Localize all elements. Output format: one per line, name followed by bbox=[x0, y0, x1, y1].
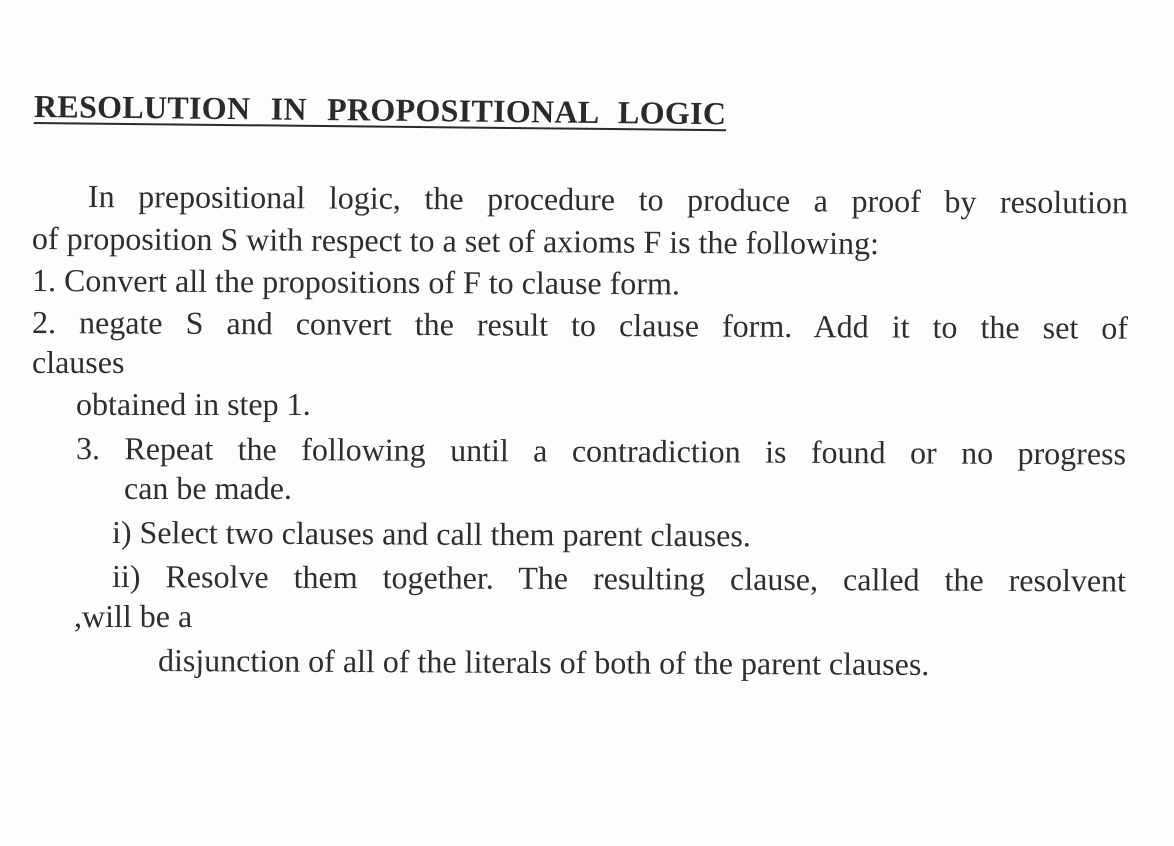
step-3: 3. Repeat the following until a contradiction is found or no progress bbox=[75, 430, 1127, 472]
substep-i: i) Select two clauses and call them parent clauses. bbox=[111, 514, 751, 554]
step-2-continuation: clauses bbox=[32, 344, 125, 380]
substep-ii-continuation-2: disjunction of all of the literals of both of the parent clauses. bbox=[157, 642, 930, 683]
page-title: RESOLUTION IN PROPOSITIONAL LOGIC bbox=[33, 88, 727, 132]
paragraph-line-2: of proposition S with respect to a set of axioms F is the following: bbox=[31, 220, 880, 262]
paragraph-line-1: In prepositional logic, the procedure to produce a proof by resolution bbox=[87, 178, 1129, 221]
step-2: 2. negate S and convert the result to clause form. Add it to the set of bbox=[31, 304, 1129, 346]
step-2-continuation-2: obtained in step 1. bbox=[76, 386, 311, 422]
substep-ii: ii) Resolve them together. The resulting clause, called the resolvent bbox=[111, 558, 1127, 599]
substep-ii-continuation: ,will be a bbox=[74, 598, 193, 634]
step-3-continuation: can be made. bbox=[124, 470, 292, 506]
step-1: 1. Convert all the propositions of F to clause form. bbox=[31, 262, 680, 302]
